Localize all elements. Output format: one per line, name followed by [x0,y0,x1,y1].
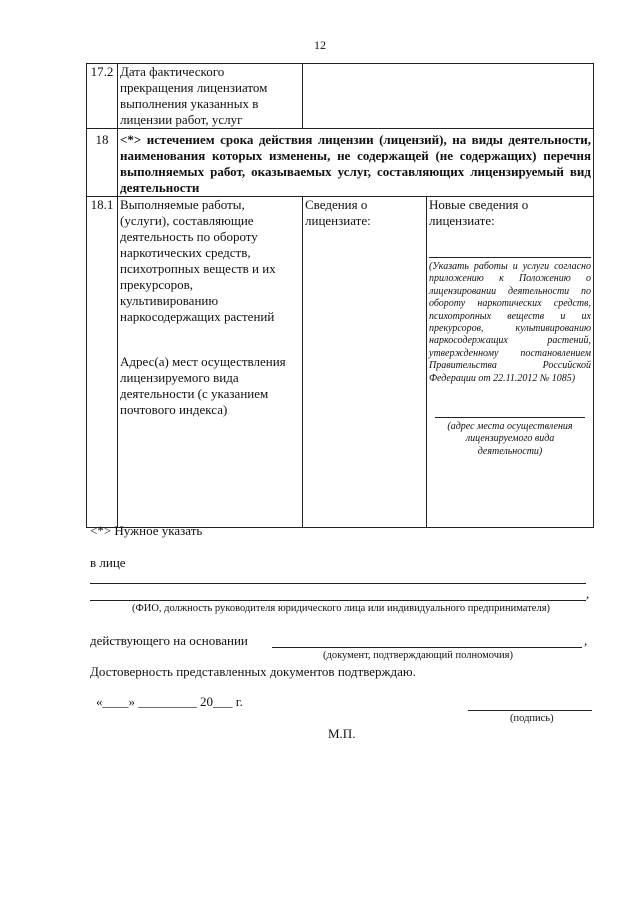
new-info-field[interactable] [427,197,594,528]
table-row-18 [87,129,594,197]
acting-basis-label: действующего на основании [90,633,248,648]
works-label: Выполняемые работы, (услуги), составляющие деятельность по обороту наркотических средств, психотропных веществ и их прекурсоров, культивированию наркосодержащих растений [120,197,276,324]
date-value-field[interactable] [303,64,594,129]
representative-line-1[interactable] [90,583,586,584]
attestation-text: Достоверность представленных документов подтверждаю. [90,664,416,679]
current-info-label: Сведения о лицензиате: [305,197,371,228]
address-entry-line[interactable] [435,385,585,418]
signature-line[interactable] [468,710,592,711]
section-heading: <*> истечением срока действия лицензии (лицензий), на виды деятельности, наименования которых изменены, не содержащей (не содержащих) перечня выполняемых работ, оказываемых услуг, составляющих лицензируемый вид деятельности [118,129,594,197]
seal-mark: М.П. [328,726,356,741]
works-hint: (Указать работы и услуги согласно приложению к Положению о лицензировании деятельности по обороту наркотических средств, психотропных веществ и их прекурсоров, культивированию наркосодержащих растений, утвержденному постановлением Правительства Российской Федерации от 22.11.2012 № 1085) [429,261,591,384]
in-person-label: в лице [90,555,126,570]
fio-caption: (ФИО, должность руководителя юридического лица или индивидуального предпринимателя) [131,603,551,614]
basis-document-field[interactable] [272,647,582,648]
comma-mark: , [586,586,590,601]
date-field[interactable]: «____» _________ 20___ г. [96,694,243,709]
address-hint: (адрес места осуществления лицензируемого вида деятельности) [447,421,573,457]
new-info-label: Новые сведения о лицензиате: [429,197,529,228]
works-entry-line[interactable] [429,229,591,258]
row-number: 18 [87,129,118,197]
document-caption: (документ, подтверждающий полномочия) [323,650,513,661]
current-info-field[interactable] [303,197,427,528]
row-number: 18.1 [87,197,118,528]
signature-caption: (подпись) [510,713,554,724]
row-labels-cell [118,197,303,528]
row-number: 17.2 [87,64,118,129]
representative-line-2[interactable] [90,600,586,601]
footnote: <*> Нужное указать [90,523,203,538]
application-form-table [86,63,594,528]
page-number: 12 [314,38,326,52]
address-label: Адрес(а) мест осуществления лицензируемого вида деятельности (с указанием почтового индекса) [120,354,286,417]
comma-mark: , [584,633,588,648]
table-row-17-2 [87,64,594,129]
table-row-18-1 [87,197,594,528]
row-label: Дата фактического прекращения лицензиатом выполнения указанных в лицензии работ, услуг [118,64,303,129]
